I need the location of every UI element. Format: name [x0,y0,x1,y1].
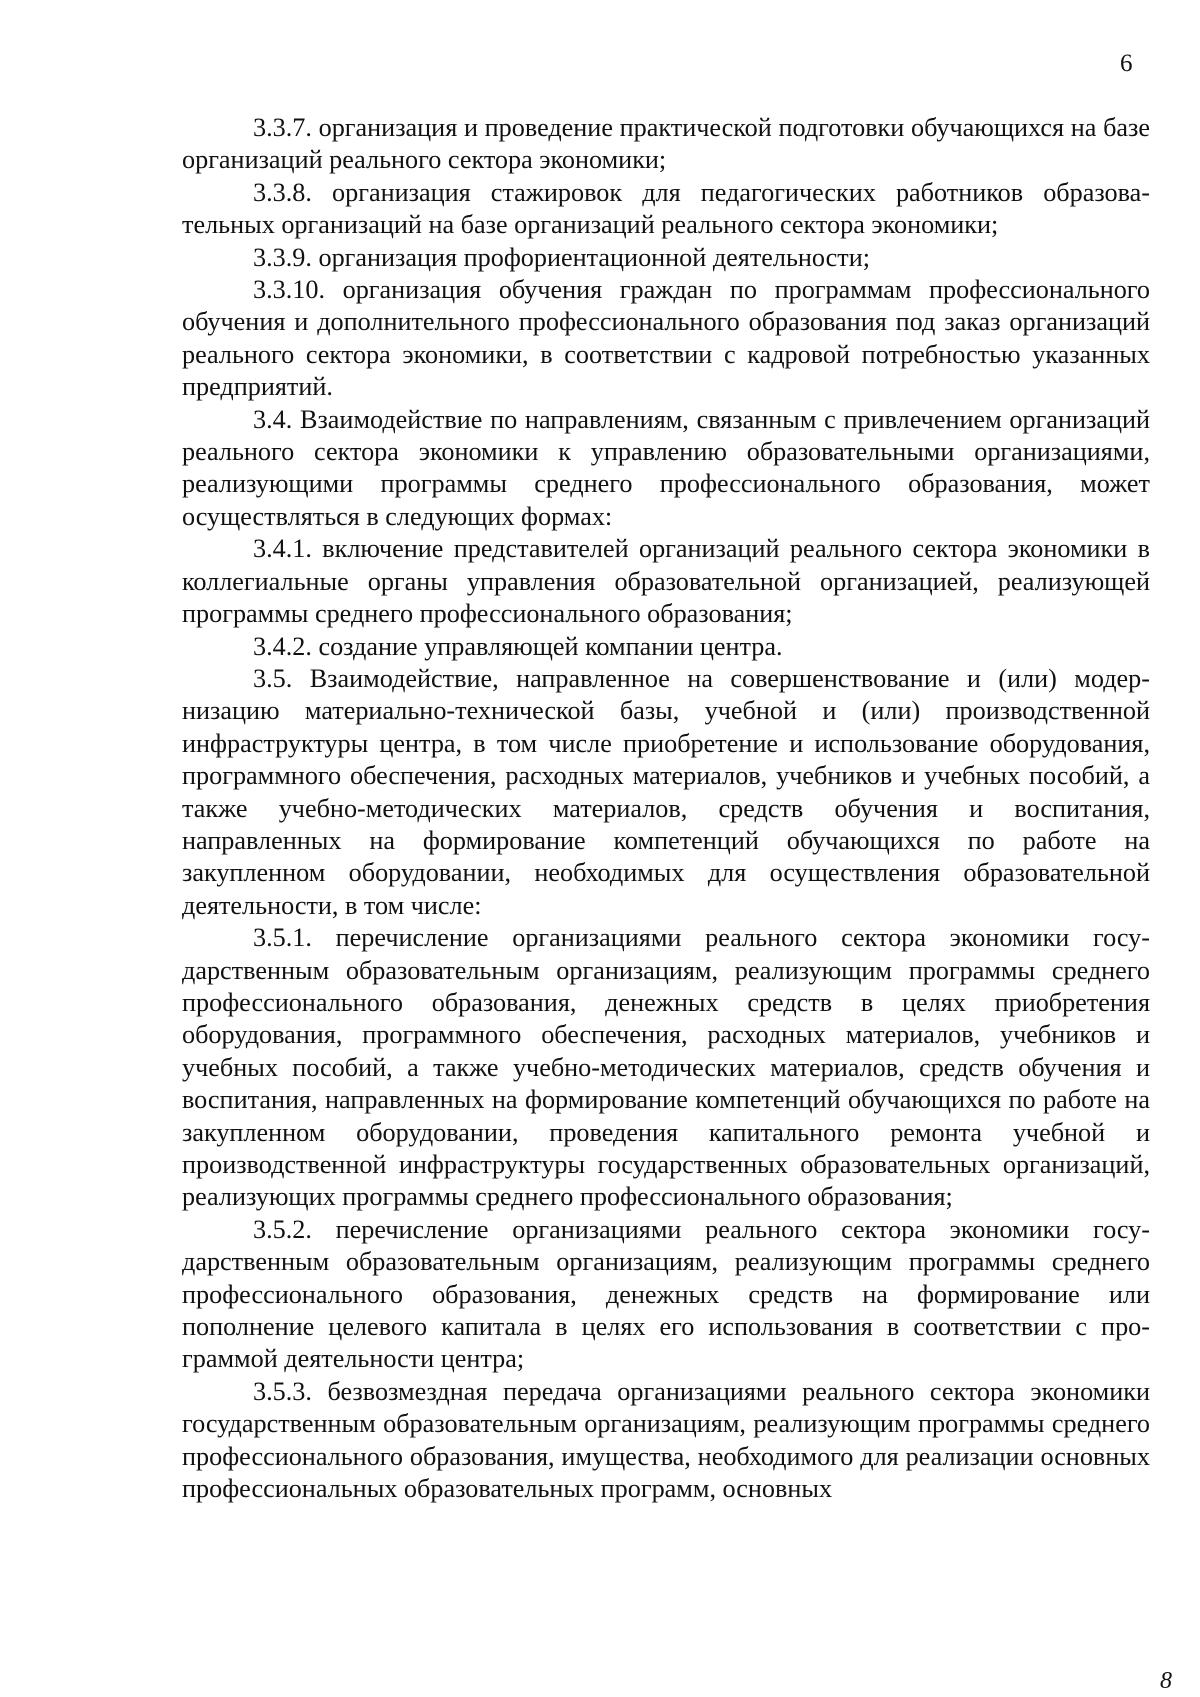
paragraph-3-3-8: 3.3.8. организация стажировок для педагогических работников образовательных организаций на базе организаций реального сектора экономики; [182,177,1150,240]
paragraph-3-4-2: 3.4.2. создание управляющей компании центра. [253,631,783,661]
paragraph-3-3-9: 3.3.9. организация профориентационной деятельности; [253,242,871,272]
paragraph-3-5-2: 3.5.2. перечисление организациями реального сектора экономики государственным образовательным организациям, реализующим программы среднего профессионального образования, денежных средств на формирование или пополнение целевого капитала в целях его использования в соответствии с программой деятельности центра; [182,1214,1150,1374]
paragraph-3-5-3: 3.5.3. безвозмездная передача организациями реального сектора экономики государственным образовательным организациям, реализующим программы среднего профессионального образования, имущества, необходимого для реализации основных профессиональных образовательных программ, основных [182,1376,1150,1504]
paragraph-3-4-1: 3.4.1. включение представителей организаций реального сектора экономики в коллегиальные органы управления образовательной организацией, реализующей программы среднего профессионального образования; [182,534,1150,629]
document-body [182,112,1150,1505]
paragraph-3-3-10: 3.3.10. организация обучения граждан по программам профессионального обучения и дополнительного профессионального образования под заказ организаций реального сектора экономики, в соответствии с кадровой потребностью указанных предприятий. [182,275,1150,402]
paragraph-3-4: 3.4. Взаимодействие по направлениям, связанным с привлечением организаций реального сектора экономики к управлению образовательными организациями, реализующими программы среднего профессионального образования, может осуществляться в следующих формах: [182,404,1150,531]
paragraph-3-3-7: 3.3.7. организация и проведение практической подготовки обучающихся на базе организаций реального сектора экономики; [182,113,1150,175]
paragraph-3-5-1: 3.5.1. перечисление организациями реального сектора экономики государственным образовательным организациям, реализующим программы среднего профессионального образования, денежных средств в целях приобретения оборудования, программного обеспечения, расходных материалов, учебников и учебных пособий, а также учебно-методических материалов, средств обучения и воспитания, направленных на формирование компетенций обучающихся по работе на закупленном оборудовании, проведения капитального ремонта учебной и производственной инфраструктуры государственных образовательных организаций, реализующих программы среднего профессионального образования; [182,923,1150,1212]
paragraph-3-5: 3.5. Взаимодействие, направленное на совершенствование и (или) модернизацию материально-технической базы, учебной и (или) производственной инфраструктуры центра, в том числе приобретение и использование оборудования, программного обеспечения, расходных материалов, учебников и учебных пособий, а также учебно-методических материалов, средств обучения и воспитания, направленных на формирование компетенций обучающихся по работе на закупленном оборудовании, необходимых для осуществления образовательной деятельности, в том числе: [182,663,1150,920]
page-number: 6 [1120,50,1133,77]
handwritten-corner-mark: 8 [1160,1668,1172,1694]
